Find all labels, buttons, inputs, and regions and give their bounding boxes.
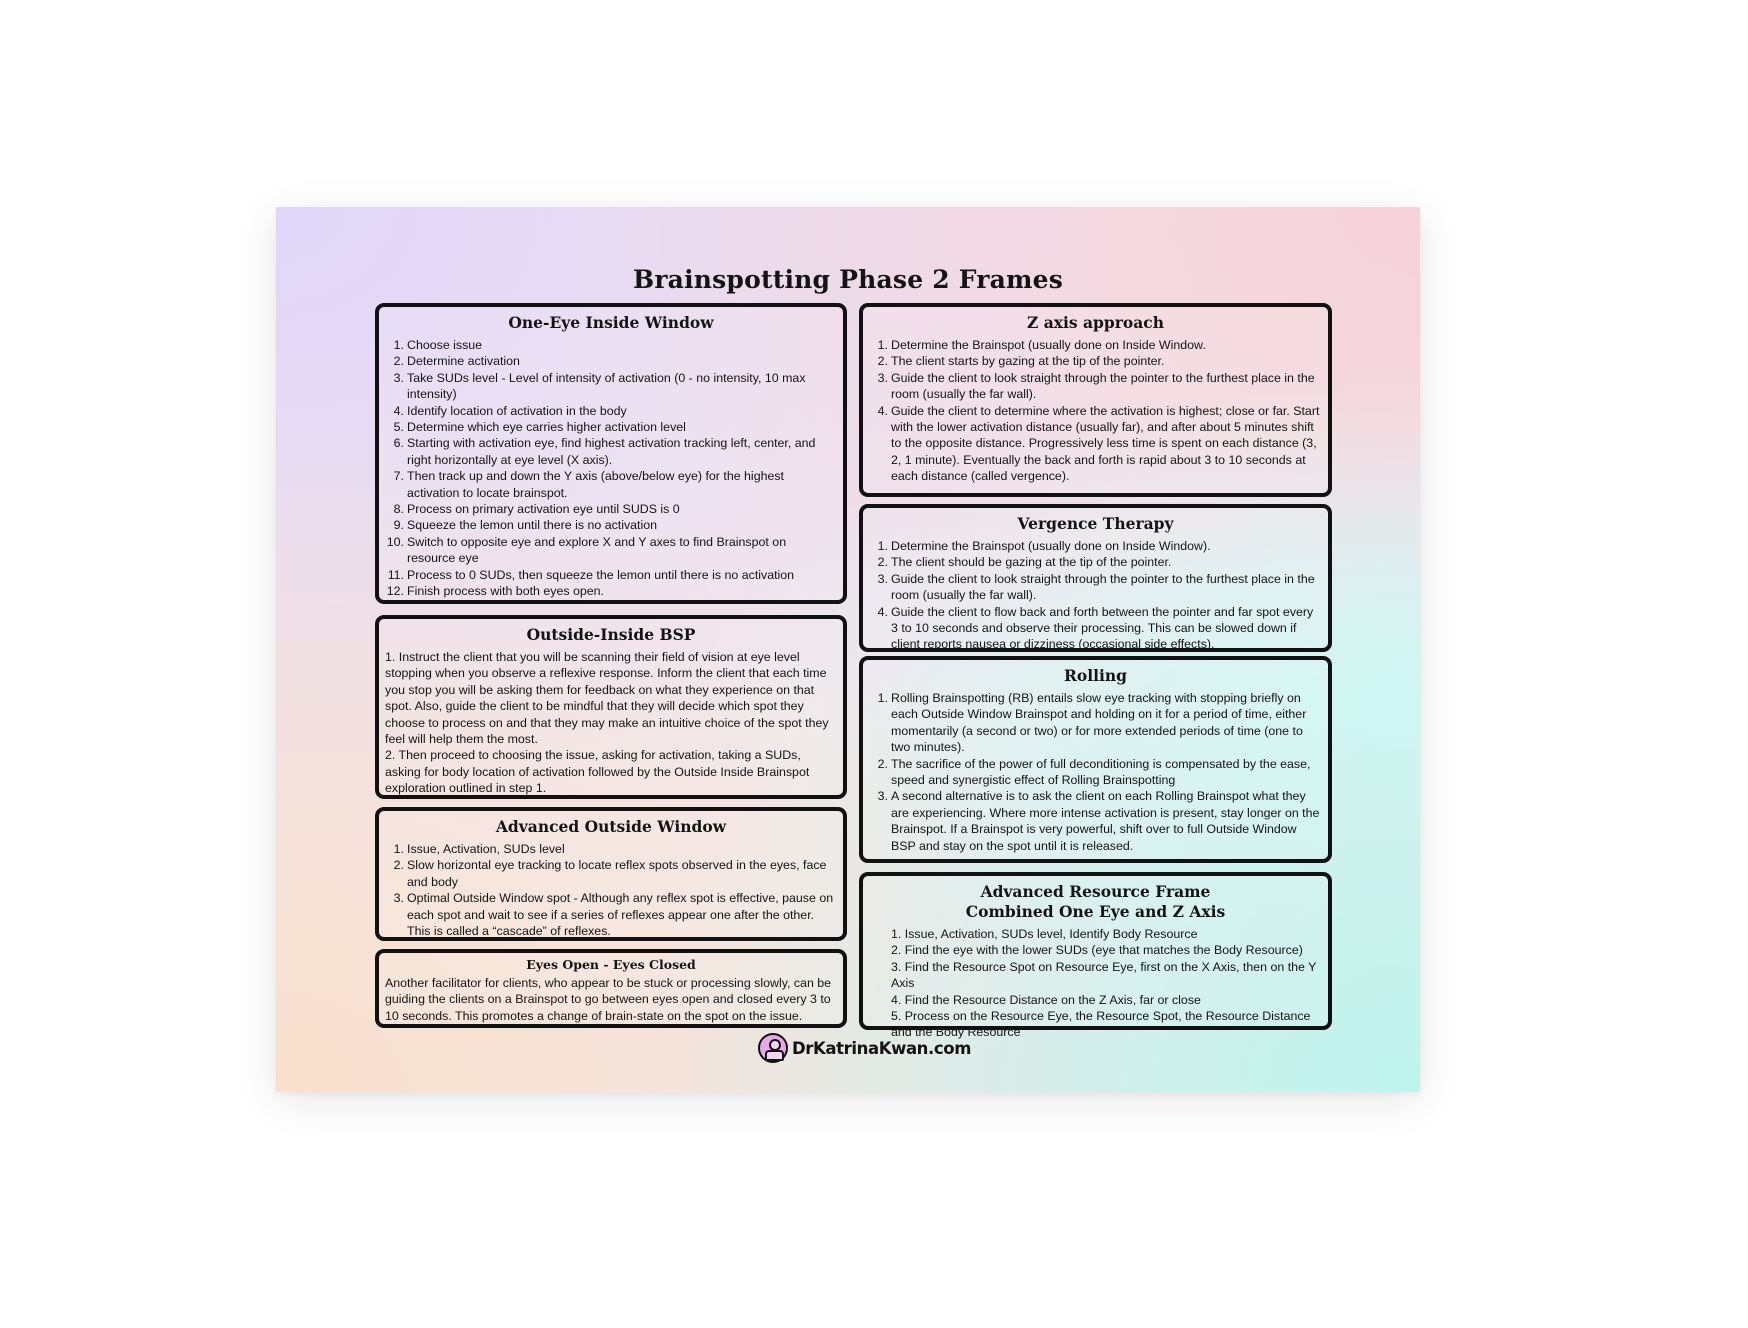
z-axis-approach-box [859, 303, 1332, 497]
eyes-open-eyes-closed-box [375, 949, 847, 1028]
list-item: 2. Slow horizontal eye tracking to locate reflex spots observed in the eyes, face and body [393, 858, 827, 889]
advanced-resource-heading-line-1: Advanced Resource Frame [980, 882, 1211, 901]
list-item: 4. Find the Resource Distance on the Z Axis, far or close [891, 992, 1201, 1007]
list-item: 7. Then track up and down the Y axis (above/below eye) for the highest activation to locate brainspot. [393, 469, 785, 500]
list-item: 4. Identify location of activation in the body [393, 403, 627, 418]
vergence-heading: Vergence Therapy [1017, 514, 1174, 533]
list-item: 3. Guide the client to look straight through the pointer to the furthest place in the room (usually the far wall). [877, 571, 1315, 603]
list-item: 3. Take SUDs level - Level of intensity of activation (0 - no intensity, 10 max intensity) [393, 370, 806, 402]
list-item: 3. Find the Resource Spot on Resource Eye, first on the X Axis, then on the Y Axis [891, 959, 1317, 991]
list-item: 8. Process on primary activation eye until SUDS is 0 [393, 502, 680, 517]
person-meditation-icon [758, 1033, 788, 1063]
page-title: Brainspotting Phase 2 Frames [632, 265, 1064, 294]
list-item: 1. Rolling Brainspotting (RB) entails slow eye tracking with stopping briefly on each Outside Window Brainspot and holding on it for a period of time, either momentarily (a second or two) or for more extended periods of time (one to two minutes). [877, 691, 1307, 755]
list-item: 3. Guide the client to look straight through the pointer to the furthest place in the room (usually the far wall). [877, 370, 1315, 402]
list-item: 12. Finish process with both eyes open. [386, 584, 604, 599]
list-item: 5. Determine which eye carries higher activation level [393, 420, 686, 435]
list-item: 1. Issue, Activation, SUDs level, Identify Body Resource [891, 927, 1198, 941]
eyes-open-heading: Eyes Open - Eyes Closed [526, 957, 696, 972]
rolling-box [859, 656, 1332, 863]
list-item: 1. Issue, Activation, SUDs level [393, 842, 565, 856]
outside-inside-step-2: 2. Then proceed to choosing the issue, asking for activation, taking a SUDs, asking for body location of activation followed by the Outside Inside Brainspot exploration outlined in step 1. [385, 748, 810, 796]
list-item: 4. Guide the client to determine where the activation is highest; close or far. Start with the lower activation distance (usually far), and after about 5 minutes shift to the opposite distance. Progressively less time is spent on each distance (3, 2, 1 minute). Eventually the back and forth is rapid about 3 to 10 seconds at each distance (called vergence). [877, 403, 1320, 484]
list-item: 10. Switch to opposite eye and explore X and Y axes to find Brainspot on resource eye [386, 534, 787, 566]
advanced-resource-list [869, 926, 1322, 1041]
list-item: 11. Process to 0 SUDs, then squeeze the lemon until there is no activation [387, 567, 795, 582]
list-item: 2. Find the eye with the lower SUDs (eye that matches the Body Resource) [891, 943, 1303, 958]
list-item: 2. Determine activation [393, 354, 520, 369]
footer-logo [758, 1033, 971, 1063]
advanced-outside-window-box [375, 807, 847, 941]
advanced-resource-heading [869, 882, 1322, 922]
list-item: 3. A second alternative is to ask the client on each Rolling Brainspot what they are experiencing. Where more intense activation is present, stay longer on the Brainspot. If a Brainspot is very powerful, shift over to full Outside Window BSP and stay on the spot until it is released. [877, 789, 1320, 853]
outside-inside-heading: Outside-Inside BSP [526, 625, 696, 644]
one-eye-list [385, 337, 837, 600]
list-item: 9. Squeeze the lemon until there is no activation [393, 518, 658, 533]
vergence-list [869, 538, 1322, 653]
list-item: 1. Choose issue [393, 338, 483, 352]
z-axis-list [869, 337, 1322, 485]
rolling-heading: Rolling [1064, 666, 1127, 685]
advanced-outside-list [385, 841, 837, 939]
logo-text: DrKatrinaKwan.com [792, 1038, 972, 1058]
one-eye-inside-window-box [375, 303, 847, 604]
list-item: 1. Determine the Brainspot (usually done on Inside Window. [877, 338, 1206, 352]
list-item: 2. The sacrifice of the power of full deconditioning is compensated by the ease, speed and synergistic effect of Rolling Brainspotting [877, 756, 1311, 788]
list-item: 2. The client starts by gazing at the tip of the pointer. [877, 354, 1165, 369]
handout-sheet [276, 207, 1420, 1092]
rolling-list [869, 690, 1322, 854]
list-item: 2. The client should be gazing at the tip of the pointer. [877, 555, 1172, 570]
list-item: 6. Starting with activation eye, find highest activation tracking left, center, and right horizontally at eye level (X axis). [393, 436, 816, 467]
advanced-resource-frame-box [859, 872, 1332, 1040]
outside-inside-step-1: 1. Instruct the client that you will be scanning their field of vision at eye level stopping when you observe a reflexive response. Inform the client that each time you stop you will be asking them for feedback on what they experience on that spot. Also, guide the client to be mindful that they will decide which spot they choose to process on and that they may make an intuitive choice of the spot they feel will help them the most. [385, 650, 829, 747]
vergence-therapy-box [859, 504, 1332, 652]
eyes-open-text: Another facilitator for clients, who appear to be stuck or processing slowly, can be guiding the clients on a Brainspot to go between eyes open and closed every 3 to 10 seconds. This promotes a change of brain-state on the spot on the issue. [385, 976, 832, 1023]
z-axis-heading: Z axis approach [1027, 313, 1164, 332]
one-eye-heading: One-Eye Inside Window [508, 313, 714, 332]
list-item: 5. Process on the Resource Eye, the Resource Spot, the Resource Distance and the Body Resource [891, 1009, 1311, 1040]
list-item: 3. Optimal Outside Window spot - Although any reflex spot is effective, pause on each spot and wait to see if a series of reflexes appear one after the other. This is called a “cascade” of reflexes. [393, 891, 834, 939]
list-item: 4. Guide the client to flow back and forth between the pointer and far spot every 3 to 10 seconds and observe their processing. This can be slowed down if client reports nausea or dizziness (occasional side effects). [877, 604, 1314, 652]
list-item: 1. Determine the Brainspot (usually done on Inside Window). [877, 539, 1211, 553]
advanced-resource-heading-line-2: Combined One Eye and Z Axis [965, 902, 1226, 921]
advanced-outside-heading: Advanced Outside Window [495, 817, 727, 836]
outside-inside-bsp-box [375, 615, 847, 799]
